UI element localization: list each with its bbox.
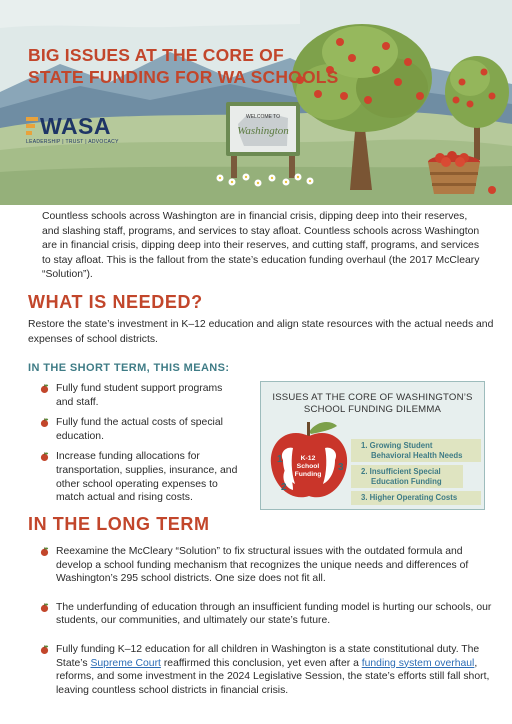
list-item: The underfunding of education through an insufficient funding model is hurting our schools, our students, our communities, and ultimately our state’s future. <box>40 601 495 628</box>
list-item: Increase funding allocations for transportation, supplies, insurance, and other school operating expenses to match actual and rising costs. <box>40 450 240 504</box>
logo-tagline: LEADERSHIP | TRUST | ADVOCACY <box>26 139 119 145</box>
hero-title-line2: STATE FUNDING FOR WA SCHOOLS <box>28 67 339 87</box>
long-term-heading: IN THE LONG TERM <box>28 514 210 534</box>
apple-bullet-icon <box>40 603 49 612</box>
intro-paragraph: Countless schools across Washington are in financial crisis, dipping deep into their reserves, and slashing staff, programs, and services to stay afloat. Countless schools across Washington are in financial crisis, dipping deep into their reserves, and cutting staff, programs, and services to stay afloat. This is the fallout from the state’s education funding overhaul (the 2017 McCleary “Solution”). <box>42 211 480 281</box>
diagram-number-2: 2 <box>281 482 287 493</box>
hero-title-line1: BIG ISSUES AT THE CORE OF <box>28 45 284 65</box>
logo-bars-icon <box>26 117 38 135</box>
hero-title <box>28 44 339 88</box>
diagram-number-1: 1 <box>277 454 283 465</box>
apple-bullet-icon <box>40 418 49 427</box>
infobox-title: ISSUES AT THE CORE OF WASHINGTON’S SCHOOL FUNDING DILEMMA <box>272 392 473 415</box>
wasa-logo <box>26 114 119 145</box>
supreme-court-link[interactable]: Supreme Court <box>90 657 161 669</box>
apple-label: K-12 School Funding <box>294 455 322 478</box>
apple-bullet-icon <box>40 645 49 654</box>
sign-script-text: Washington <box>237 125 289 137</box>
issue-pill-2: 2. Insufficient Special Education Funding <box>351 465 463 488</box>
needed-heading: WHAT IS NEEDED? <box>28 292 203 312</box>
issue-pill-1: 1. Growing Student Behavioral Health Needs <box>351 439 481 462</box>
list-item: Fully fund the actual costs of special education. <box>40 416 240 443</box>
issue-pill-3: 3. Higher Operating Costs <box>351 491 481 505</box>
list-item: Fully funding K–12 education for all children in Washington is a state constitutional duty. The State’s Supreme Court reaffirmed this conclusion, yet even after a funding system overhaul, reforms, and some investment in the 2024 Legislative Session, the state’s efforts still fall short, leaving countless school districts in financial crisis. <box>40 643 495 697</box>
needed-paragraph: Restore the state’s investment in K–12 education and align state resources with the actual needs and expenses of school districts. <box>28 319 494 345</box>
short-term-list <box>40 382 240 512</box>
hero-illustration <box>0 0 512 205</box>
hero-banner <box>0 0 512 205</box>
apple-bullet-icon <box>40 384 49 393</box>
issues-infobox <box>260 381 485 510</box>
short-term-heading: IN THE SHORT TERM, THIS MEANS: <box>28 362 230 374</box>
apple-bullet-icon <box>40 547 49 556</box>
funding-overhaul-link[interactable]: funding system overhaul <box>361 657 475 669</box>
sign-top-text: WELCOME TO <box>246 114 280 120</box>
long-term-list <box>40 545 495 711</box>
diagram-number-3: 3 <box>338 462 344 473</box>
apple-bullet-icon <box>40 452 49 461</box>
list-item: Reexamine the McCleary “Solution” to fix structural issues with the outdated formula and develop a school funding mechanism that recognizes the unique needs and differences of Washington’s 295 school districts. One size does not fit all. <box>40 545 495 586</box>
logo-word: WASA <box>40 113 111 139</box>
list-item: Fully fund student support programs and staff. <box>40 382 240 409</box>
